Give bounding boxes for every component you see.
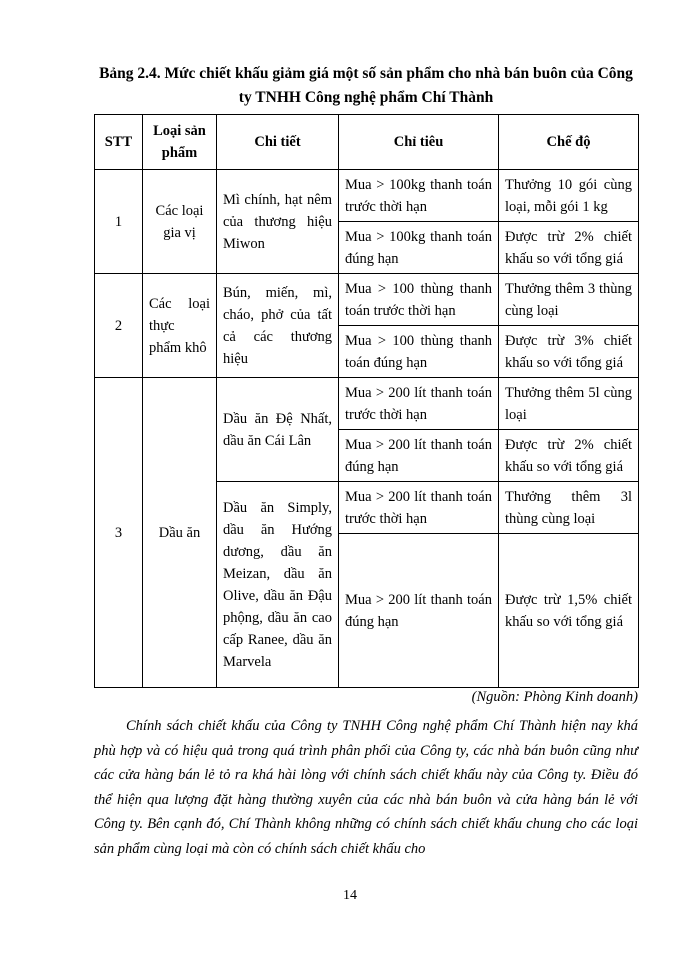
header-detail: Chi tiết [217, 115, 339, 170]
target-cell: Mua > 100kg thanh toán trước thời hạn [339, 170, 499, 222]
product-type-cell: Các loại gia vị [143, 170, 217, 274]
policy-cell: Được trừ 1,5% chiết khấu so với tổng giá [499, 534, 639, 688]
table-caption: Bảng 2.4. Mức chiết khấu giảm giá một số sản phẩm cho nhà bán buôn của Công ty TNHH Công nghệ phẩm Chí Thành [99, 65, 633, 106]
header-target: Chỉ tiêu [339, 115, 499, 170]
page-number: 14 [343, 888, 357, 903]
target-cell: Mua > 100 thùng thanh toán trước thời hạn [339, 274, 499, 326]
product-type-cell: Các loại thực phẩm khô [143, 274, 217, 378]
detail-cell: Mì chính, hạt nêm của thương hiệu Miwon [217, 170, 339, 274]
policy-cell: Thưởng 10 gói cùng loại, mỗi gói 1 kg [499, 170, 639, 222]
table-header-row [95, 115, 639, 170]
table-row [95, 274, 639, 326]
detail-cell: Dầu ăn Đệ Nhất, dầu ăn Cái Lân [217, 378, 339, 482]
table-row [95, 170, 639, 222]
policy-cell: Thưởng thêm 3 thùng cùng loại [499, 274, 639, 326]
discount-table [94, 114, 639, 688]
body-paragraph [94, 714, 638, 862]
stt-cell: 1 [95, 170, 143, 274]
table-source-note: (Nguồn: Phòng Kinh doanh) [471, 689, 638, 705]
policy-cell: Thưởng thêm 5l cùng loại [499, 378, 639, 430]
target-cell: Mua > 200 lít thanh toán đúng hạn [339, 534, 499, 688]
product-type-cell: Dầu ăn [143, 378, 217, 688]
detail-cell: Dầu ăn Simply, dầu ăn Hướng dương, dầu ăn Meizan, dầu ăn Olive, dầu ăn Đậu phộng, dầu ăn cao cấp Ranee, dầu ăn Marvela [217, 482, 339, 688]
target-cell: Mua > 200 lít thanh toán đúng hạn [339, 430, 499, 482]
policy-cell: Được trừ 3% chiết khấu so với tổng giá [499, 326, 639, 378]
policy-cell: Được trừ 2% chiết khấu so với tổng giá [499, 222, 639, 274]
target-cell: Mua > 100kg thanh toán đúng hạn [339, 222, 499, 274]
table-row [95, 378, 639, 430]
body-paragraph-text: Chính sách chiết khấu của Công ty TNHH Công nghệ phẩm Chí Thành hiện nay khá phù hợp và có hiệu quả trong quá trình phân phối của Công ty, các nhà bán buôn cũng như các cửa hàng bán lẻ tỏ ra khá hài lòng với chính sách chiết khấu này của Công ty. Điều đó thể hiện qua lượng đặt hàng thường xuyên của các nhà bán buôn và cửa hàng bán lẻ với Công ty. Bên cạnh đó, Chí Thành không những có chính sách chiết khấu chung cho các loại sản phẩm cùng loại mà còn có chính sách chiết khấu cho [94, 718, 638, 857]
header-stt: STT [95, 115, 143, 170]
target-cell: Mua > 200 lít thanh toán trước thời hạn [339, 482, 499, 534]
stt-cell: 3 [95, 378, 143, 688]
target-cell: Mua > 100 thùng thanh toán đúng hạn [339, 326, 499, 378]
detail-cell: Bún, miến, mì, cháo, phở của tất cả các thương hiệu [217, 274, 339, 378]
target-cell: Mua > 200 lít thanh toán trước thời hạn [339, 378, 499, 430]
header-product-type: Loại sản phẩm [143, 115, 217, 170]
policy-cell: Thưởng thêm 3l thùng cùng loại [499, 482, 639, 534]
header-policy: Chế độ [499, 115, 639, 170]
policy-cell: Được trừ 2% chiết khấu so với tổng giá [499, 430, 639, 482]
stt-cell: 2 [95, 274, 143, 378]
